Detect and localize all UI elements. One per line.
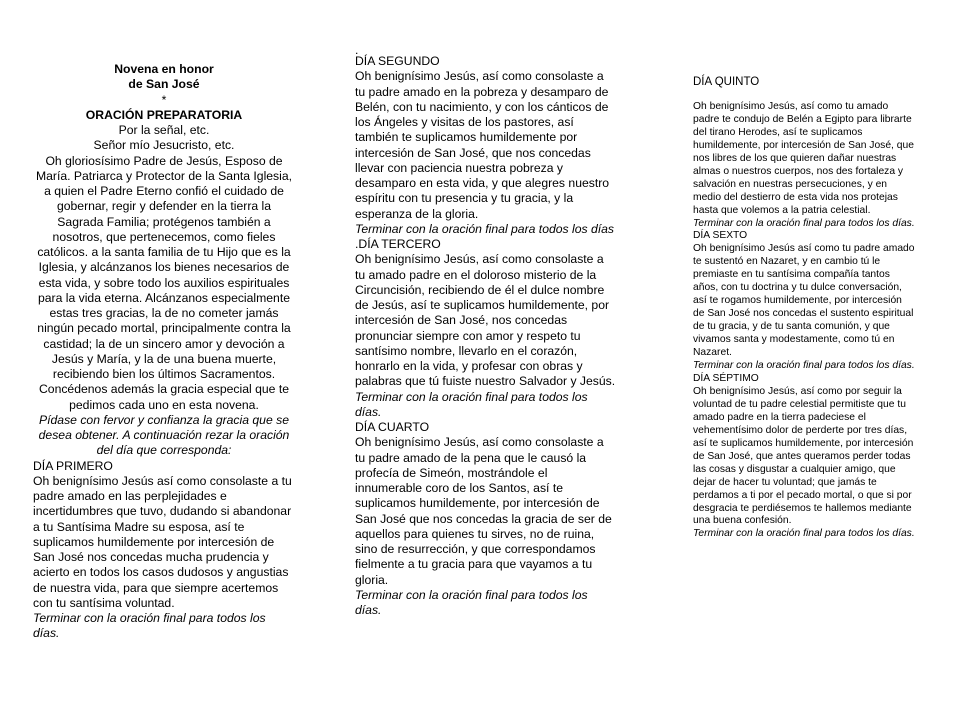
day7-text: Oh benignísimo Jesús, así como por seguir la voluntad de tu padre celestial permitiste que tu amado padre en la tierra padeciese el vehementísimo dolor de perderte por tres días, así te suplicamos humildemente, por intercesión de San José, que antes queramos perder todas las cosas y disgustar a cualquier amigo, que dejar de hacer tu voluntad; que jamás te perdamos a ti por el pecado mortal, o que si por desgracia te perdiésemos te hallemos mediante una buena confesión. <box>693 385 914 527</box>
day7-title: DÍA SÉPTIMO <box>693 372 759 384</box>
column-left <box>33 62 295 642</box>
day1-title: DÍA PRIMERO <box>33 458 113 473</box>
column-right <box>693 76 915 541</box>
lord-jesus-line: Señor mío Jesucristo, etc. <box>93 138 235 153</box>
novena-title-line1: Novena en honor <box>114 62 214 76</box>
instruction-text: Pídase con fervor y confianza la gracia que se desea obtener. A continuación rezar la oración del día que corresponda: <box>38 412 290 458</box>
day1-ending: Terminar con la oración final para todos los días. <box>33 611 266 641</box>
day6-ending: Terminar con la oración final para todos los días. <box>693 360 915 372</box>
day6-title: DÍA SEXTO <box>693 230 748 242</box>
day1-text: Oh benignísimo Jesús así como consolaste a tu padre amado en las perplejidades e incertidumbres que tuvo, dudando si abandonar a tu Santísima Madre su esposa, así te suplicamos humildemente por intercesión de San José nos concedas mucha prudencia y acierto en todos los casos dudosos y angustias de nuestra vida, para que siempre acertemos con tu santísima voluntad. <box>33 473 292 610</box>
day3-ending: Terminar con la oración final para todos los días. <box>355 389 588 419</box>
novena-title-line2: de San José <box>128 77 200 92</box>
day6-text: Oh benignísimo Jesús así como tu padre amado te sustentó en Nazaret, y en cambio tú le premiaste en tu santísima compañía tantos años, con tu doctrina y tu dulce conversación, así te rogamos humildemente, por intercesión de San José nos concedas el sustento espiritual de tu gracia, y de tu santa comunión, y que vivamos santa y modestamente, como tú en Nazaret. <box>693 243 915 359</box>
column-middle <box>355 43 617 618</box>
day2-ending: Terminar con la oración final para todos los días <box>355 221 615 236</box>
day4-text: Oh benignísimo Jesús, así como consolaste a tu padre amado de la pena que le causó la profecía de Simeón, mostrándole el innumerable coro de los Santos, así te suplicamos humildemente, por intercesión de San José que nos concedas la gracia de ser de aquellos para quienes tu sirves, no de ruina, sino de resurrección, y que correspondamos fielmente a tu gracia para que vayamos a tu gloria. <box>355 435 612 587</box>
day5-text: Oh benignísimo Jesús, así como tu amado padre te condujo de Belén a Egipto para librarte del tirano Herodes, así te suplicamos humildemente, por intercesión de San José, que nos libres de los que quieren dañar nuestras almas o nuestros cuerpos, nos des fortaleza y salvación en nuestras persecuciones, y en medio del destierro de esta vida nos protejas hasta que volemos a la patria celestial. <box>693 100 914 216</box>
day3-text: Oh benignísimo Jesús, así como consolaste a tu amado padre en el doloroso misterio de la Circuncisión, recibiendo de él el dulce nombre de Jesús, así te suplicamos humildemente, por intercesión de San José, nos concedas pronunciar siempre con amor y respeto tu santísimo nombre, llevarlo en el corazón, honrarlo en la vida, y profesar con obras y palabras que tú fuiste nuestro Salvador y Jesús. <box>355 252 616 389</box>
dot-mark: . <box>355 43 359 57</box>
day2-text: Oh benignísimo Jesús, así como consolaste a tu padre amado en la pobreza y desamparo de Belén, con tu nacimiento, y con los cánticos de los Ángeles y visitas de los pastores, así también te suplicamos humildemente por intercesión de San José, que nos concedas llevar con paciencia nuestra pobreza y desamparo en esta vida, y que alegres nuestro espíritu con tu presencia y tu gracia, y la esperanza de la gloria. <box>355 69 610 221</box>
day3-title: .DÍA TERCERO <box>355 237 441 251</box>
day7-ending: Terminar con la oración final para todos los días. <box>693 528 915 540</box>
star-separator: * <box>161 92 167 107</box>
day5-title: DÍA QUINTO <box>693 76 760 88</box>
day5-ending: Terminar con la oración final para todos los días. <box>693 217 915 229</box>
sign-of-cross-line: Por la señal, etc. <box>118 123 210 137</box>
day2-title: DÍA SEGUNDO <box>355 54 440 68</box>
preparatory-prayer-heading: ORACIÓN PREPARATORIA <box>85 107 243 122</box>
day4-ending: Terminar con la oración final para todos los días. <box>355 587 588 617</box>
day5-spacer <box>693 89 915 101</box>
day4-title: DÍA CUARTO <box>355 420 430 434</box>
preparatory-prayer-text: Oh gloriosísimo Padre de Jesús, Esposo de María. Patriarca y Protector de la Santa Iglesia, a quien el Padre Eterno confió el cuidado de gobernar, regir y defender en la tierra la Sagrada Familia; protégenos también a nosotros, que pertenecemos, como fieles católicos. a la santa familia de tu Hijo que es la Iglesia, y alcánzanos los bienes necesarios de esta vida, y sobre todo los auxilios espirituales para la vida eterna. Alcánzanos especialmente estas tres gracias, la de no cometer jamás ningún pecado mortal, principalmente contra la castidad; la de un sincero amor y devoción a Jesús y María, y la de una buena muerte, recibiendo bien los últimos Sacramentos. Concédenos además la gracia especial que te pedimos cada uno en esta novena. <box>35 153 293 412</box>
